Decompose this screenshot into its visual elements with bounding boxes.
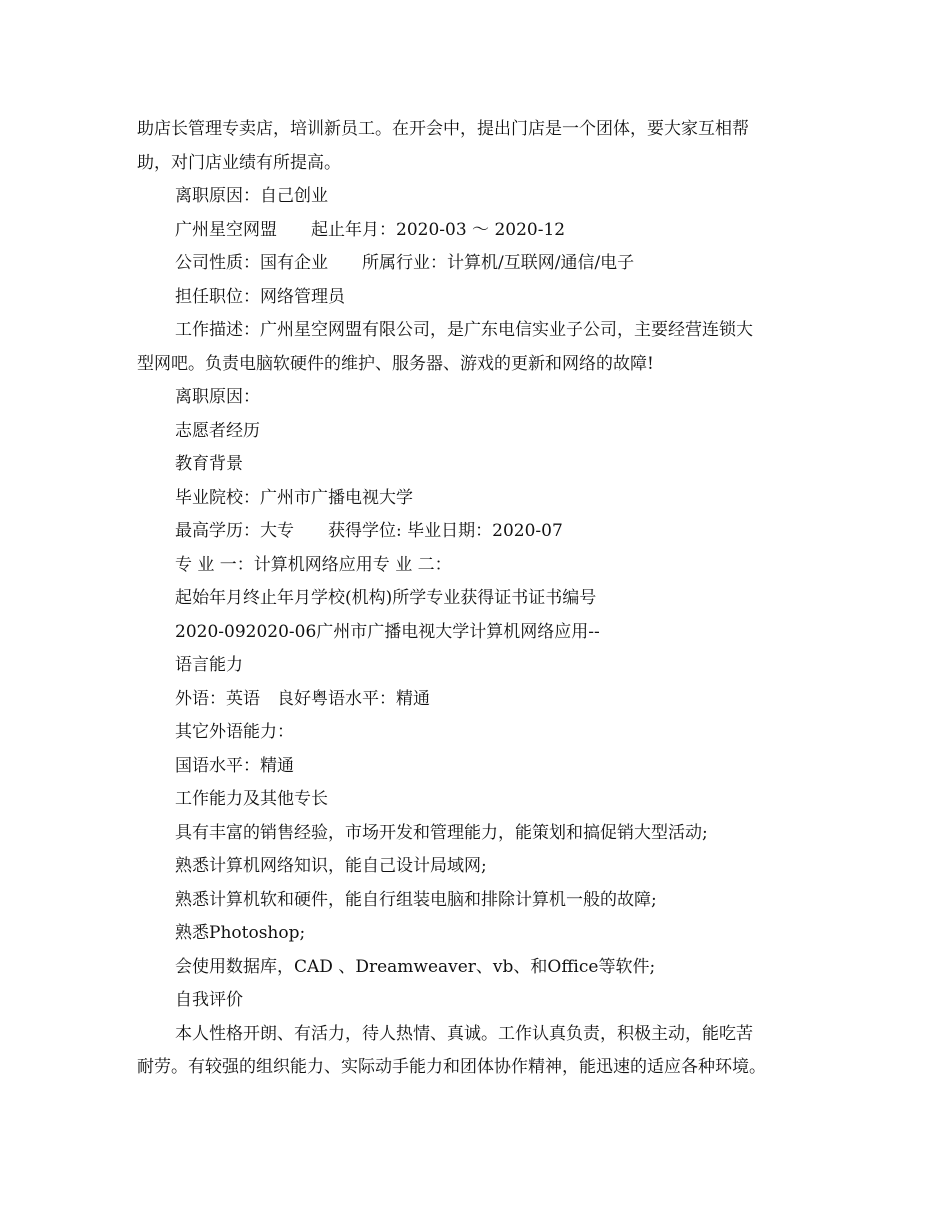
text-line: 最高学历：大专 获得学位: 毕业日期：2020-07 [175,521,563,541]
text-line: 本人性格开朗、有活力，待人热情、真诚。工作认真负责，积极主动，能吃苦 [175,1023,753,1044]
text-line: 会使用数据库，CAD 、Dreamweaver、vb、和Office等软件; [175,956,656,977]
text-line: 耐劳。有较强的组织能力、实际动手能力和团体协作精神，能迅速的适应各种环境。 [137,1057,766,1077]
text-line: 熟悉Photoshop; [175,923,306,943]
text-line: 专 业 一：计算机网络应用专 业 二： [175,554,452,575]
section-heading: 语言能力 [175,655,243,675]
text-line: 型网吧。负责电脑软硬件的维护、服务器、游戏的更新和网络的故障! [137,353,654,374]
text-line: 助，对门店业绩有所提高。 [137,152,341,173]
text-line: 熟悉计算机网络知识，能自己设计局域网; [175,856,487,876]
text-line: 国语水平：精通 [175,755,294,776]
text-line: 广州星空网盟 起止年月：2020-03 ～ 2020-12 [175,219,566,240]
text-line: 担任职位：网络管理员 [175,286,345,307]
text-line: 熟悉计算机软和硬件，能自行组装电脑和排除计算机一般的故障; [175,889,657,910]
section-heading: 自我评价 [175,990,243,1010]
text-line: 外语：英语 良好粤语水平：精通 [175,688,430,709]
text-line: 起始年月终止年月学校(机构)所学专业获得证书证书编号 [175,588,597,608]
text-line: 具有丰富的销售经验，市场开发和管理能力，能策划和搞促销大型活动; [175,822,708,843]
resume-text-body [137,113,837,1085]
text-line: 工作描述：广州星空网盟有限公司，是广东电信实业子公司，主要经营连锁大 [175,320,753,340]
section-heading: 工作能力及其他专长 [175,789,328,809]
text-line: 公司性质：国有企业 所属行业：计算机/互联网/通信/电子 [175,253,635,273]
text-line: 离职原因：自己创业 [175,186,328,206]
text-line: 毕业院校：广州市广播电视大学 [175,487,413,508]
text-line: 离职原因： [175,387,260,407]
text-line: 2020-092020-06广州市广播电视大学计算机网络应用-- [175,621,600,642]
text-line: 助店长管理专卖店，培训新员工。在开会中，提出门店是一个团体，要大家互相帮 [137,119,749,139]
text-line: 其它外语能力： [175,722,294,742]
section-heading: 教育背景 [175,454,243,474]
section-heading: 志愿者经历 [175,420,260,441]
